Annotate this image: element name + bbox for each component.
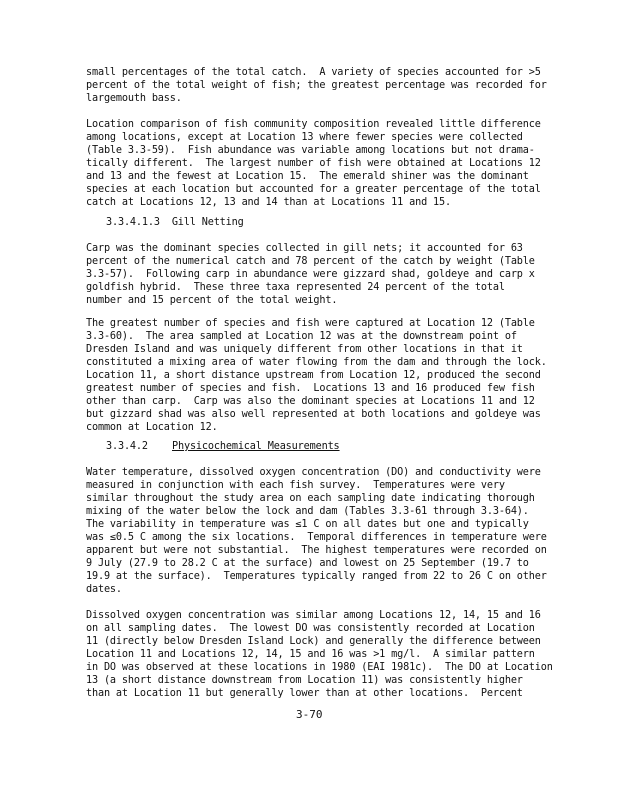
text-line: in DO was observed at these locations in 1980 (EAI 1981c). The DO at Location — [86, 662, 553, 673]
section-heading-physicochemical: Physicochemical Measurements — [172, 441, 340, 452]
section-heading-number: 3.3.4.2 — [106, 441, 148, 452]
text-line: Location 11 and Locations 12, 14, 15 and 16 was >1 mg/l. A similar pattern — [86, 649, 535, 660]
text-line: on all sampling dates. The lowest DO was consistently recorded at Location — [86, 623, 535, 634]
text-line: similar throughout the study area on each sampling date indicating thorough — [86, 493, 535, 504]
text-line: Location comparison of fish community composition revealed little difference — [86, 119, 541, 130]
text-line: Water temperature, dissolved oxygen concentration (DO) and conductivity were — [86, 467, 541, 478]
text-line: Dresden Island and was uniquely different from other locations in that it — [86, 344, 523, 355]
text-line: 3.3-60). The area sampled at Location 12 was at the downstream point of — [86, 331, 517, 342]
text-line: and 13 and the fewest at Location 15. The emerald shiner was the dominant — [86, 171, 529, 182]
text-line: common at Location 12. — [86, 422, 218, 433]
text-line: greatest number of species and fish. Locations 13 and 16 produced few fish — [86, 383, 535, 394]
text-line: 13 (a short distance downstream from Location 11) was consistently higher — [86, 675, 523, 686]
section-heading-gill-netting: 3.3.4.1.3 Gill Netting — [106, 217, 244, 228]
text-line: among locations, except at Location 13 where fewer species were collected — [86, 132, 523, 143]
text-line: 9 July (27.9 to 28.2 C at the surface) and lowest on 25 September (19.7 to — [86, 558, 529, 569]
text-line: 3.3-57). Following carp in abundance were gizzard shad, goldeye and carp x — [86, 269, 535, 280]
text-line: Carp was the dominant species collected in gill nets; it accounted for 63 — [86, 243, 523, 254]
text-line: species at each location but accounted for a greater percentage of the total — [86, 184, 541, 195]
text-line: Dissolved oxygen concentration was similar among Locations 12, 14, 15 and 16 — [86, 610, 541, 621]
text-line: number and 15 percent of the total weight. — [86, 295, 338, 306]
text-line: constituted a mixing area of water flowing from the dam and through the lock. — [86, 357, 547, 368]
text-line: tically different. The largest number of fish were obtained at Locations 12 — [86, 158, 541, 169]
text-line: other than carp. Carp was also the dominant species at Locations 11 and 12 — [86, 396, 535, 407]
text-line: The greatest number of species and fish were captured at Location 12 (Table — [86, 318, 535, 329]
page-number: 3-70 — [296, 708, 323, 721]
text-line: was ≤0.5 C among the six locations. Temporal differences in temperature were — [86, 532, 547, 543]
text-line: The variability in temperature was ≤1 C on all dates but one and typically — [86, 519, 529, 530]
text-line: (Table 3.3-59). Fish abundance was variable among locations but not drama- — [86, 145, 535, 156]
text-line: 11 (directly below Dresden Island Lock) and generally the difference between — [86, 636, 541, 647]
text-line: largemouth bass. — [86, 93, 182, 104]
text-line: goldfish hybrid. These three taxa represented 24 percent of the total — [86, 282, 505, 293]
text-line: mixing of the water below the lock and dam (Tables 3.3-61 through 3.3-64). — [86, 506, 529, 517]
text-line: percent of the total weight of fish; the greatest percentage was recorded for — [86, 80, 547, 91]
text-line: Location 11, a short distance upstream from Location 12, produced the second — [86, 370, 541, 381]
text-line: 19.9 at the surface). Temperatures typically ranged from 22 to 26 C on other — [86, 571, 547, 582]
text-line: measured in conjunction with each fish survey. Temperatures were very — [86, 480, 505, 491]
text-line: percent of the numerical catch and 78 percent of the catch by weight (Table — [86, 256, 535, 267]
text-line: catch at Locations 12, 13 and 14 than at Locations 11 and 15. — [86, 197, 451, 208]
text-line: than at Location 11 but generally lower than at other locations. Percent — [86, 688, 523, 699]
text-line: but gizzard shad was also well represented at both locations and goldeye was — [86, 409, 541, 420]
text-line: small percentages of the total catch. A variety of species accounted for >5 — [86, 67, 541, 78]
text-line: dates. — [86, 584, 122, 595]
text-line: apparent but were not substantial. The highest temperatures were recorded on — [86, 545, 547, 556]
